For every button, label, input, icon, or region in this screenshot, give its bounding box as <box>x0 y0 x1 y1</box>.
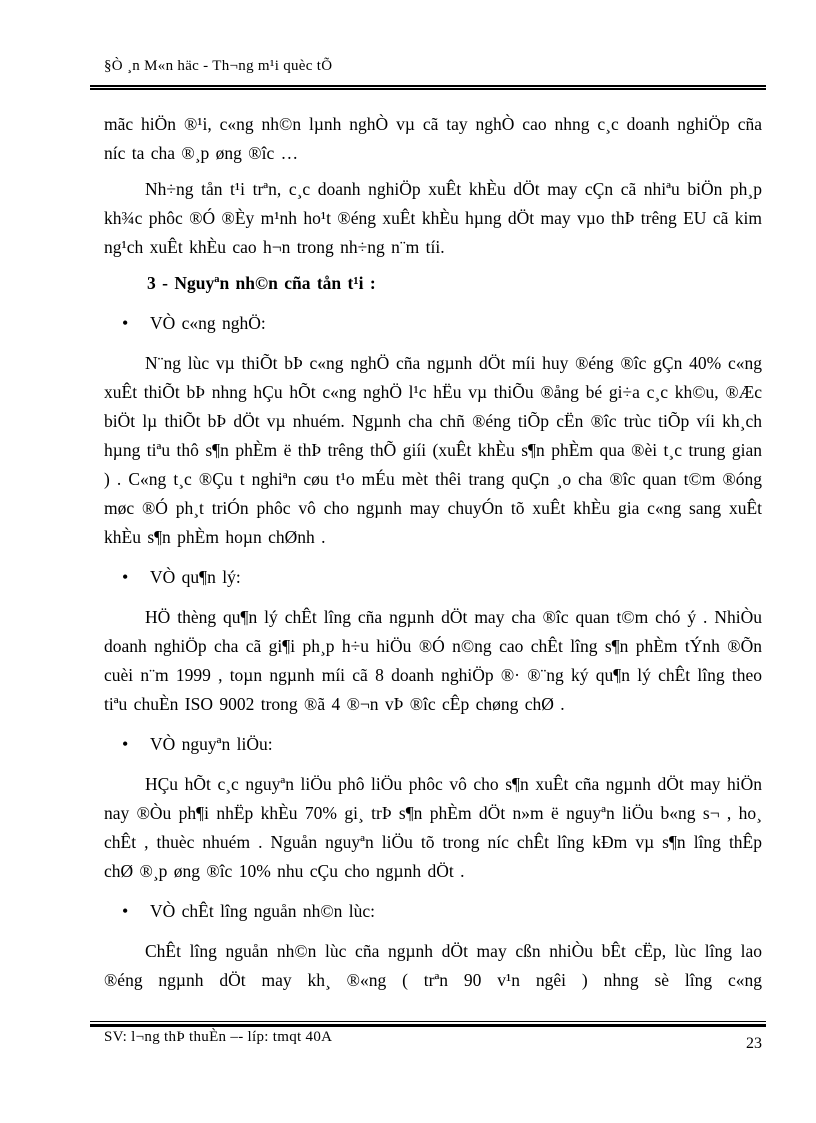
paragraph-materials: HÇu hÕt c¸c nguyªn liÖu phô liÖu phôc vô cho s¶n xuÊt cña ngµnh dÖt may hiÖn nay ®Òu ph¶i nhËp khÈu 70% gi¸ trÞ s¶n phÈm dÖt n»m ë nguyªn liÖu b«ng s¬ , ho¸ chÊt , thuèc nhuém . Nguån nguyªn liÖu tõ trong níc chÊt lîng kÐm vµ s¶n lîng thÊp chØ ®¸p øng ®îc 10% nhu cÇu cho ngµnh dÖt . <box>104 774 762 881</box>
bullet-icon <box>122 897 150 926</box>
bullet-icon <box>122 563 150 592</box>
paragraph-intro: Nh÷ng tån t¹i trªn, c¸c doanh nghiÖp xuÊt khÈu dÖt may cÇn cã nhiªu biÖn ph¸p kh¾c phôc ®Ó ®Èy m¹nh ho¹t ®éng xuÊt khÈu hµng dÖt may vµo thÞ trêng EU cã kim ng¹ch xuÊt khÈu cao h¬n trong nh÷ng n¨m tíi. <box>104 179 762 257</box>
paragraph-opening: mãc hiÖn ®¹i, c«ng nh©n lµnh nghÒ vµ cã tay nghÒ cao nhng c¸c doanh nghiÖp cña níc ta cha ®¸p øng ®îc … <box>104 114 762 163</box>
footer-student-info: SV: l¬ng thÞ thuÈn –- líp: tmqt 40A <box>104 1029 333 1045</box>
header-rule <box>90 85 766 90</box>
bullet-label: VÒ qu¶n lý: <box>150 567 241 587</box>
page-header-title: §Ò ¸n M«n häc - Th¬ng m¹i quèc tÕ <box>104 58 333 74</box>
bullet-label: VÒ c«ng nghÖ: <box>150 313 266 333</box>
section-heading: 3 - Nguyªn nh©n cña tån t¹i : <box>147 273 376 293</box>
document-body <box>104 110 762 1012</box>
paragraph-management: HÖ thèng qu¶n lý chÊt lîng cña ngµnh dÖt may cha ®îc quan t©m chó ý . NhiÒu doanh nghiÖp cha cã gi¶i ph¸p h÷u hiÖu ®Ó n©ng cao chÊt lîng s¶n phÈm tÝnh ®Õn cuèi n¨m 1999 , toµn ngµnh míi cã 8 doanh nghiÖp ®· ®¨ng ký qu¶n lý chÊt lîng theo tiªu chuÈn ISO 9002 trong ®ã 4 ®¬n vÞ ®îc cÊp chøng chØ . <box>104 607 762 714</box>
list-item <box>122 897 762 926</box>
paragraph-technology: N¨ng lùc vµ thiÕt bÞ c«ng nghÖ cña ngµnh dÖt míi huy ®éng ®îc gÇn 40% c«ng xuÊt thiÕt bÞ nhng hÇu hÕt c«ng nghÖ l¹c hËu vµ thiÕu ®ång bé gi÷a c¸c kh©u, ®Æc biÖt lµ thiÕt bÞ dÖt vµ nhuém. Ngµnh cha chñ ®éng tiÕp cËn ®îc trùc tiÕp víi kh¸ch hµng tiªu thô s¶n phÈm ë thÞ trêng thÕ giíi (xuÊt khÈu s¶n phÈm qua ®èi t¸c trung gian ) . C«ng t¸c ®Çu t nghiªn cøu t¹o mÉu mèt thêi trang quÇn ¸o cha ®îc quan t©m ®óng møc ®Ó ph¸t triÓn phôc vô cho ngµnh may chuyÓn tõ xuÊt khÈu gia c«ng sang xuÊt khÈu s¶n phÈm hoµn chØnh . <box>104 353 762 547</box>
list-item <box>122 563 762 592</box>
list-item <box>122 309 762 338</box>
page-number: 23 <box>746 1035 762 1052</box>
bullet-label: VÒ chÊt lîng nguån nh©n lùc: <box>150 901 375 921</box>
footer-rule <box>90 1021 766 1027</box>
bullet-icon <box>122 730 150 759</box>
paragraph-human-resources: ChÊt lîng nguån nh©n lùc cña ngµnh dÖt may cßn nhiÒu bÊt cËp, lùc lîng lao ®éng ngµnh dÖt may kh¸ ®«ng ( trªn 90 v¹n ngêi ) nhng sè lîng c«ng <box>104 941 762 990</box>
list-item <box>122 730 762 759</box>
bullet-icon <box>122 309 150 338</box>
bullet-label: VÒ nguyªn liÖu: <box>150 734 273 754</box>
